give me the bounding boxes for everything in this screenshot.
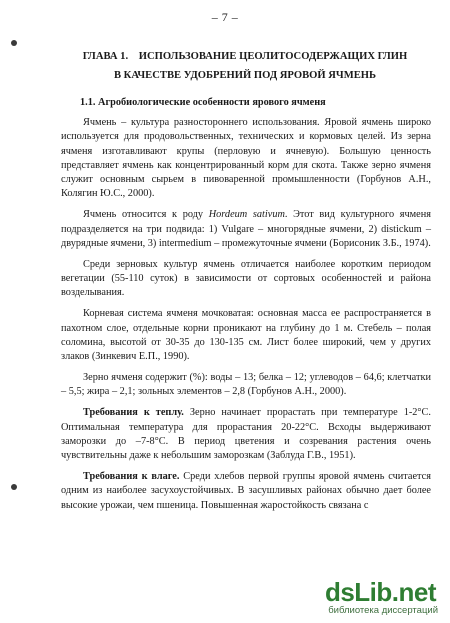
watermark-logo: dsLib.net [324,577,436,607]
binder-hole-mark-bottom [11,484,17,490]
latin-species-name: Hordeum sativum [208,209,285,221]
heat-requirements-heading: Требования к теплу. [83,407,184,419]
chapter-title [60,47,430,85]
paragraph-text: Среди хлебов первой группы яровой ячмень считается одним из наиболее засухоустойчивых. В засушливых районах обычно дает более высокие урожаи, чем пшеница. Повышенная жаростойкость связана с [61,471,431,511]
paragraph-text: . Этот вид культурного ячменя подразделяется на три подвида: 1) Vulgare – многорядные ячмени, 2) distickum – двурядные ячмени, 3) intermedium – промежуточные ячмени (Борисоник З.Б., 1974). [61,209,431,249]
section-title: 1.1. Агробиологические особенности ярового ячменя [80,97,326,108]
paragraph-text: Зерно начинает прорастать при температуре 1-2°C. Оптимальная температура для прорастания 20-22°C. Всходы выдерживают заморозки до –7-8°C. В период цветения и созревания растения очень чувствительны даже к небольшим заморозкам (Заблуда Г.В., 1951). [61,407,431,462]
moisture-requirements-heading: Требования к влаге. [83,471,180,483]
binder-hole-mark-top [11,40,17,46]
paragraph-text: Ячмень относится к роду [83,209,209,221]
watermark [320,577,442,619]
paragraph-root-system: Корневая система ячменя мочковатая: основная масса ее распространяется в пахотном слое, отдельные корни проникают на глубину до 1 м. Стебель – полая соломина, высотой от 30-35 до 130-135 см. Лист более широкий, чем у других злаков (Зинкевич Е.П., 1990). [61,308,431,363]
paragraph-heat-requirements [61,406,431,463]
page-number: – 7 – [211,10,239,24]
watermark-subtitle: библиотека диссертаций [328,605,438,616]
document-body [61,116,431,520]
paragraph-grain-composition: Зерно ячменя содержит (%): воды – 13; белка – 12; углеводов – 64,6; клетчатки – 5,5; жира – 2,1; зольных элементов – 2,8 (Горбунов А.Н., 2000). [61,372,431,398]
paragraph-vegetation-period: Среди зерновых культур ячмень отличается наиболее коротким периодом вегетации (55-110 суток) в зависимости от сортовых особенностей и района возделывания. [61,258,431,299]
chapter-title-line-1: ГЛАВА 1. ИСПОЛЬЗОВАНИЕ ЦЕОЛИТОСОДЕРЖАЩИХ ГЛИН [82,51,408,62]
paragraph-barley-uses: Ячмень – культура разностороннего использования. Яровой ячмень широко используется для продовольственных, технических и кормовых целей. Из зерна ячменя изготавливают крупы (перловую и ячневую). Большую ценность представляет ячмень как концентрированный корм для скота. Также зерно ячменя служит основным сырьем в пивоваренной промышленности (Горбунов А.Н., Колягин Ю.С., 2000). [61,117,431,200]
chapter-title-line-2: В КАЧЕСТВЕ УДОБРЕНИЙ ПОД ЯРОВОЙ ЯЧМЕНЬ [113,70,377,81]
paragraph-moisture-requirements [61,470,431,513]
paragraph-barley-taxonomy [61,208,431,251]
